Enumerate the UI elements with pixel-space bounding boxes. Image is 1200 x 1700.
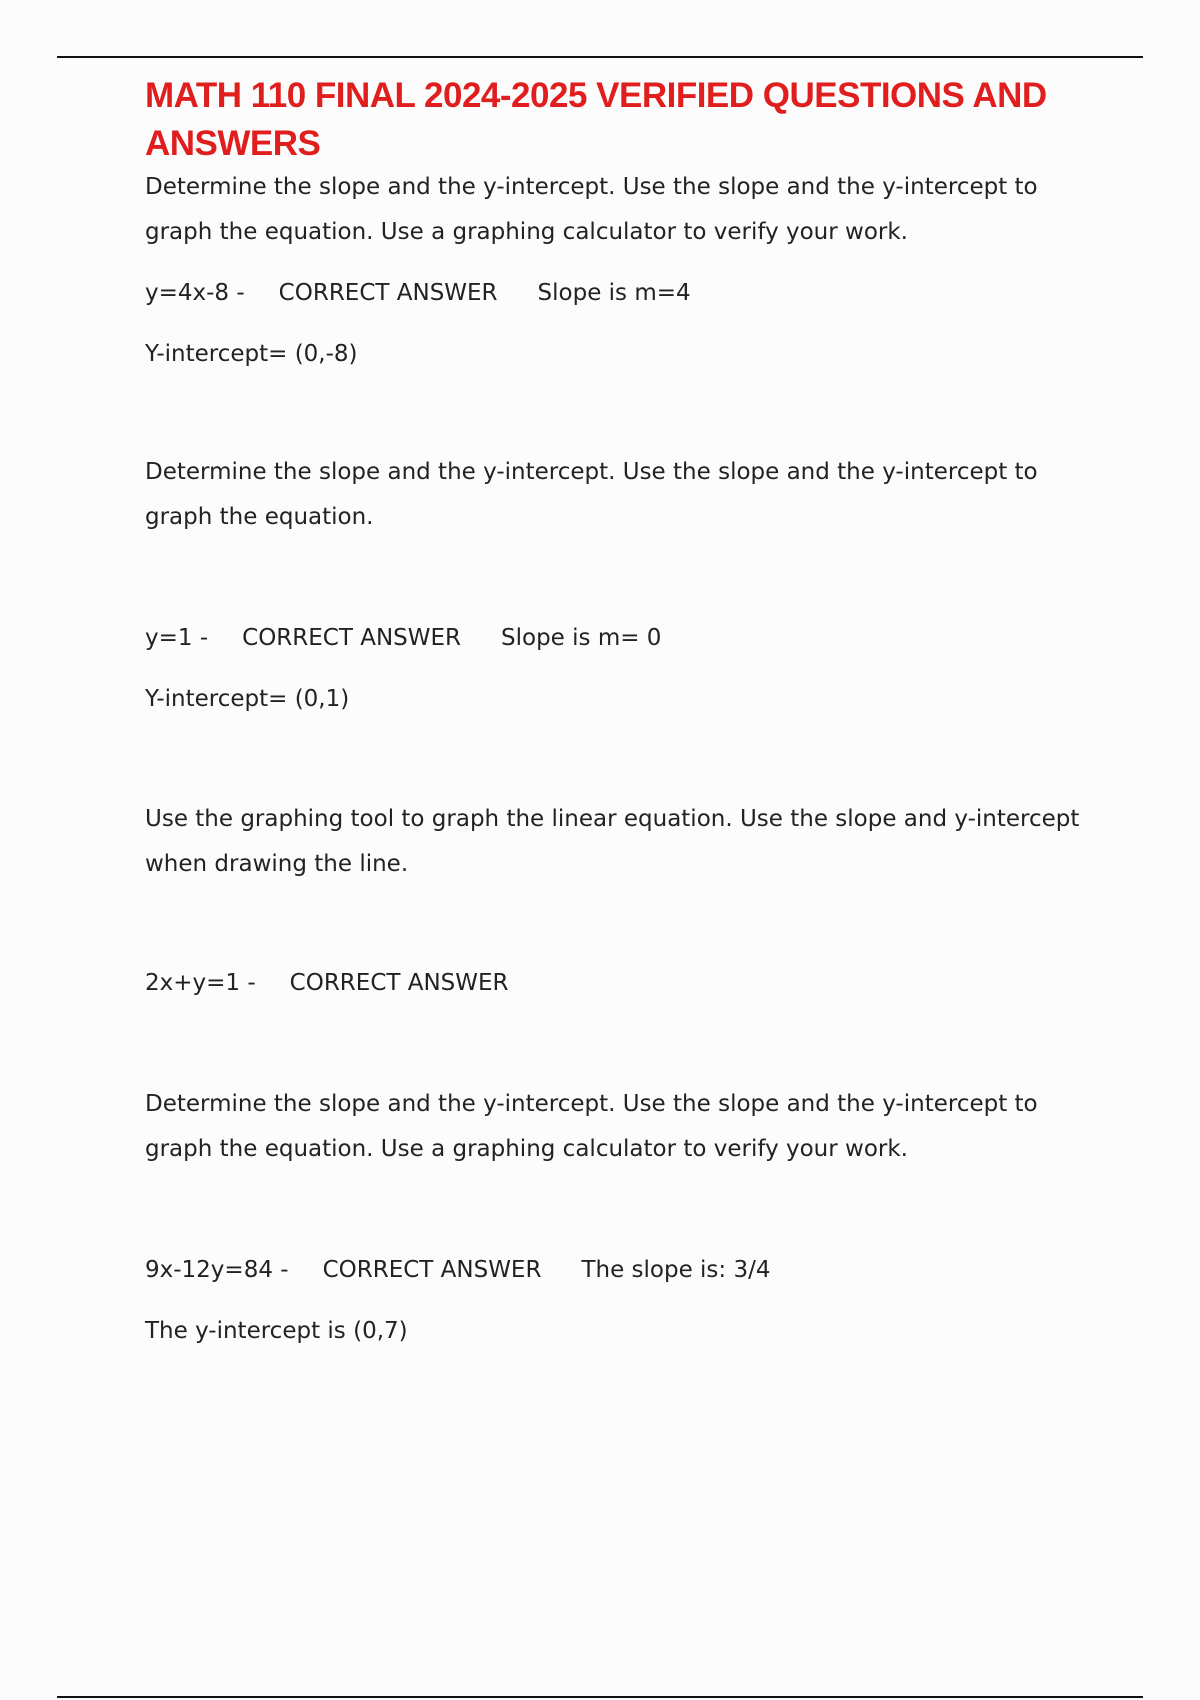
correct-answer-label-3: CORRECT ANSWER [289, 970, 509, 996]
question-4: Determine the slope and the y-intercept. Use the slope and the y-intercept to graph the equation. Use a graphing calculator to verify your work. [145, 1091, 1038, 1162]
extra-4: The y-intercept is (0,7) [145, 1318, 408, 1344]
question-3: Use the graphing tool to graph the linear equation. Use the slope and y-intercept when drawing the line. [145, 806, 1080, 877]
question-1: Determine the slope and the y-intercept. Use the slope and the y-intercept to graph the equation. Use a graphing calculator to verify your work. [145, 174, 1038, 245]
answer-2: Slope is m= 0 [501, 625, 662, 651]
document-title: MATH 110 FINAL 2024-2025 VERIFIED QUESTIONS AND ANSWERS [145, 76, 1047, 163]
correct-answer-label-2: CORRECT ANSWER [242, 625, 462, 651]
answer-line-1 [145, 277, 691, 309]
answer-1: Slope is m=4 [537, 280, 691, 306]
correct-answer-label-1: CORRECT ANSWER [278, 280, 498, 306]
question-2: Determine the slope and the y-intercept. Use the slope and the y-intercept to graph the equation. [145, 459, 1038, 530]
top-rule [57, 56, 1143, 58]
answer-line-3 [145, 967, 509, 999]
equation-1: y=4x-8 - [145, 280, 245, 306]
equation-3: 2x+y=1 - [145, 970, 256, 996]
bottom-rule [57, 1696, 1143, 1698]
extra-1: Y-intercept= (0,-8) [145, 341, 358, 367]
extra-2: Y-intercept= (0,1) [145, 686, 350, 712]
answer-4: The slope is: 3/4 [581, 1257, 771, 1283]
answer-line-4 [145, 1254, 771, 1286]
equation-2: y=1 - [145, 625, 209, 651]
equation-4: 9x-12y=84 - [145, 1257, 289, 1283]
answer-line-2 [145, 622, 661, 654]
correct-answer-label-4: CORRECT ANSWER [322, 1257, 542, 1283]
